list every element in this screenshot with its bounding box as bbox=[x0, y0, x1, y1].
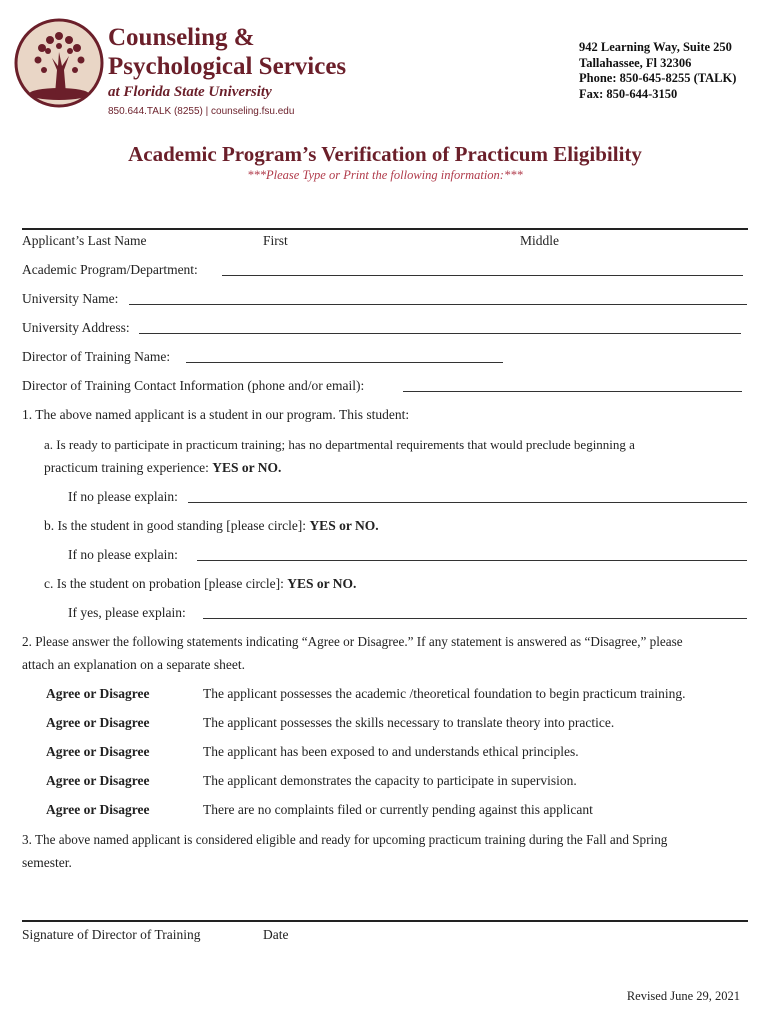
q2-item3-text: The applicant has been exposed to and understands ethical principles. bbox=[203, 744, 579, 759]
q1a-explain-field[interactable] bbox=[188, 502, 747, 503]
director-contact-field[interactable] bbox=[403, 391, 742, 392]
label-director-contact: Director of Training Contact Information (phone and/or email): bbox=[22, 378, 365, 393]
label-first-name: First bbox=[263, 233, 288, 248]
q1c-explain-label: If yes, please explain: bbox=[68, 605, 186, 620]
q1b-explain-field[interactable] bbox=[197, 560, 747, 561]
org-subtitle: at Florida State University bbox=[108, 84, 272, 100]
name-line bbox=[22, 228, 748, 230]
q1c-text: c. Is the student on probation [please circle]: bbox=[44, 576, 284, 591]
address-block bbox=[579, 40, 736, 102]
university-address-field[interactable] bbox=[139, 333, 741, 334]
q2-item1-choice[interactable]: Agree or Disagree bbox=[46, 686, 150, 701]
address-city: Tallahassee, Fl 32306 bbox=[579, 55, 692, 70]
page-title: Academic Program’s Verification of Practicum Eligibility bbox=[128, 142, 642, 166]
signature-line[interactable] bbox=[22, 920, 748, 922]
page-subtitle: ***Please Type or Print the following information:*** bbox=[247, 168, 523, 182]
director-field[interactable] bbox=[186, 362, 503, 363]
label-last-name: Applicant’s Last Name bbox=[22, 233, 147, 248]
q1a-choice[interactable]: YES or NO. bbox=[212, 460, 282, 475]
address-fax: Fax: 850-644-3150 bbox=[579, 86, 678, 101]
university-field[interactable] bbox=[129, 304, 747, 305]
q1b-choice[interactable]: YES or NO. bbox=[309, 518, 379, 533]
program-field[interactable] bbox=[222, 275, 743, 276]
address-line: 942 Learning Way, Suite 250 bbox=[579, 40, 732, 54]
org-contact: 850.644.TALK (8255) | counseling.fsu.edu bbox=[108, 106, 295, 117]
logo bbox=[14, 18, 104, 108]
label-university: University Name: bbox=[22, 291, 119, 306]
label-director: Director of Training Name: bbox=[22, 349, 171, 364]
q2-item5-choice[interactable]: Agree or Disagree bbox=[46, 802, 150, 817]
address-phone: Phone: 850-645-8255 (TALK) bbox=[579, 71, 737, 85]
q2-item4-choice[interactable]: Agree or Disagree bbox=[46, 773, 150, 788]
q3-line2: semester. bbox=[22, 855, 72, 870]
q1b-line bbox=[44, 518, 379, 534]
q2-item1-text: The applicant possesses the academic /theoretical foundation to begin practicum training. bbox=[203, 686, 686, 701]
org-name-line1: Counseling & bbox=[108, 24, 255, 51]
tree-icon bbox=[14, 18, 104, 108]
q2-line1: 2. Please answer the following statements indicating “Agree or Disagree.” If any statement is answered as “Disagree,” please bbox=[22, 634, 683, 649]
q1a-line2 bbox=[44, 460, 281, 476]
q2-item2-choice[interactable]: Agree or Disagree bbox=[46, 715, 150, 730]
label-middle-name: Middle bbox=[520, 233, 559, 248]
signature-label: Signature of Director of Training bbox=[22, 927, 201, 942]
q2-item3-choice[interactable]: Agree or Disagree bbox=[46, 744, 150, 759]
org-name-line2: Psychological Services bbox=[108, 53, 347, 80]
q1a-explain-label: If no please explain: bbox=[68, 489, 178, 504]
q2-item4-text: The applicant demonstrates the capacity to participate in supervision. bbox=[203, 773, 577, 788]
q1b-text: b. Is the student in good standing [please circle]: bbox=[44, 518, 307, 533]
q1c-line bbox=[44, 576, 356, 592]
label-university-address: University Address: bbox=[22, 320, 130, 335]
date-label: Date bbox=[263, 927, 289, 942]
q1b-explain-label: If no please explain: bbox=[68, 547, 178, 562]
q1c-choice[interactable]: YES or NO. bbox=[287, 576, 357, 591]
q2-item2-text: The applicant possesses the skills necessary to translate theory into practice. bbox=[203, 715, 615, 730]
revised-date: Revised June 29, 2021 bbox=[626, 989, 740, 1003]
q1c-explain-field[interactable] bbox=[203, 618, 747, 619]
q3-line1: 3. The above named applicant is considered eligible and ready for upcoming practicum training during the Fall and Spring bbox=[22, 832, 668, 847]
q2-item5-text: There are no complaints filed or currently pending against this applicant bbox=[203, 802, 593, 817]
q2-line2: attach an explanation on a separate sheet. bbox=[22, 657, 246, 672]
q1a-line1: a. Is ready to participate in practicum training; has no departmental requirements that would preclude beginning a bbox=[44, 437, 635, 452]
q1a-text: practicum training experience: bbox=[44, 460, 209, 475]
label-program: Academic Program/Department: bbox=[22, 262, 198, 277]
q1-intro: 1. The above named applicant is a student in our program. This student: bbox=[22, 407, 410, 422]
